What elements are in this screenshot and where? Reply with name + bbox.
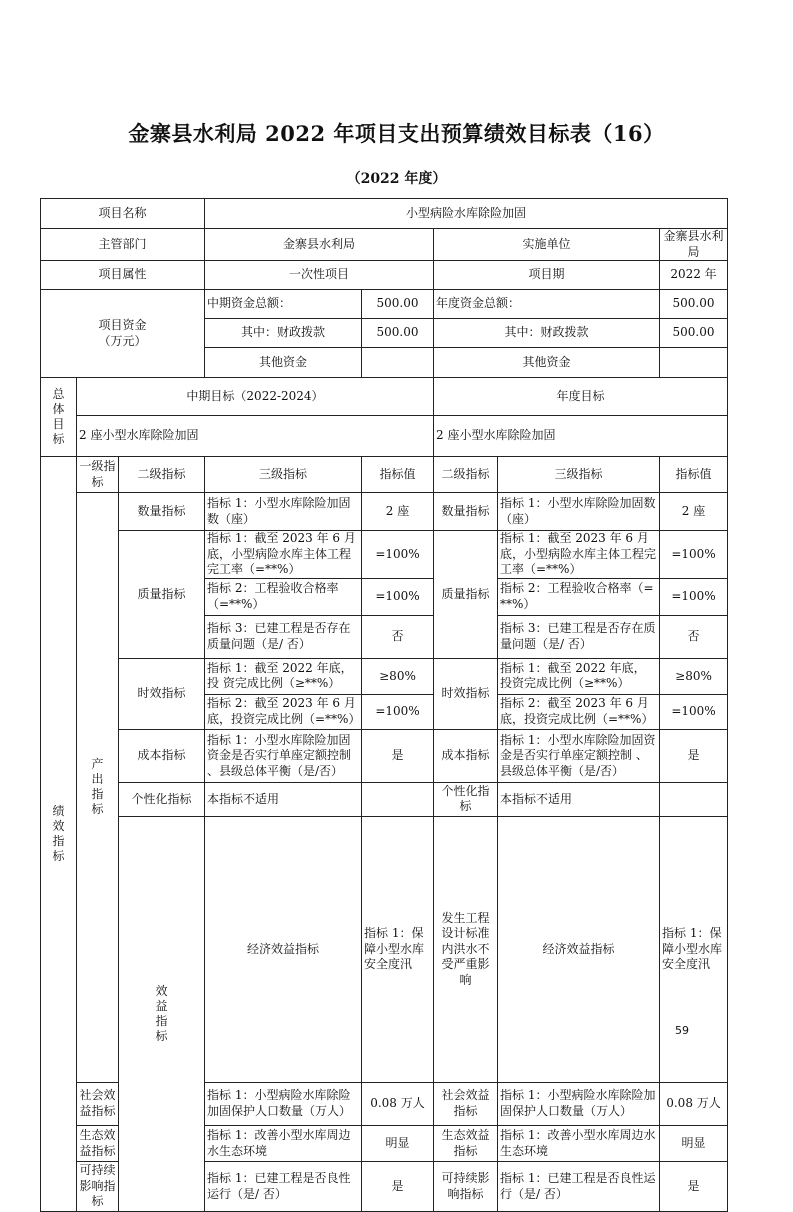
qty-1-mid-value: 2 座 xyxy=(362,493,434,531)
social-1-year-value: 0.08 万人 xyxy=(660,1083,728,1126)
period-label: 项目期 xyxy=(434,261,660,290)
table-row xyxy=(41,199,728,229)
mid-goal-text: 2 座小型水库除险加固 xyxy=(77,416,434,457)
table-row xyxy=(41,658,728,694)
cost-1-mid: 指标 1：小型水库除险加固资金是否实行单座定额控制 、县级总体平衡（是/否） xyxy=(205,729,362,782)
time-2-mid-value: =100% xyxy=(362,694,434,729)
page-title: 金寨县水利局 2022 年项目支出预算绩效目标表（16） xyxy=(128,121,665,146)
econ-label-year: 经济效益指标 xyxy=(498,816,660,1082)
cost-1-mid-value: 是 xyxy=(362,729,434,782)
sustain-1-year: 指标 1：已建工程是否良性运行（是/ 否） xyxy=(498,1162,660,1212)
attr-value: 一次性项目 xyxy=(205,261,434,290)
quality-1-mid-value: =100% xyxy=(362,531,434,579)
header-level2-mid: 二级指标 xyxy=(119,457,205,493)
table-row xyxy=(41,493,728,531)
funds-label: 项目资金（万元） xyxy=(41,290,205,378)
sustain-1-mid: 指标 1：已建工程是否良性运行（是/ 否） xyxy=(205,1162,362,1212)
eco-1-year: 指标 1：改善小型水库周边水生态环境 xyxy=(498,1126,660,1162)
project-name-label: 项目名称 xyxy=(41,199,205,229)
table-row xyxy=(41,416,728,457)
effect-indicators-label: 效益指标 xyxy=(119,816,205,1211)
sustain-label-year: 可持续影响指标 xyxy=(434,1162,498,1212)
cost-1-year: 指标 1：小型水库除险加固资金是否实行单座定额控制 、县级总体平衡（是/否） xyxy=(498,729,660,782)
quality-2-year-value: =100% xyxy=(660,578,728,615)
page-subtitle: （2022 年度） xyxy=(346,171,447,187)
eco-1-year-value: 明显 xyxy=(660,1126,728,1162)
quality-1-year: 指标 1：截至 2023 年 6 月底，小型病险水库主体工程完工率（=**%） xyxy=(498,531,660,579)
dept-label: 主管部门 xyxy=(41,229,205,261)
qty-label-year: 数量指标 xyxy=(434,493,498,531)
time-1-year: 指标 1：截至 2022 年底，投资完成比例（≥**%） xyxy=(498,658,660,694)
sustain-1-mid-value: 是 xyxy=(362,1162,434,1212)
mid-total-label: 中期资金总额： xyxy=(205,290,362,319)
table-row xyxy=(41,531,728,579)
year-fiscal-value: 500.00 xyxy=(660,319,728,348)
table-row xyxy=(41,290,728,319)
table-row xyxy=(41,378,728,416)
econ-1-mid: 指标 1：保障小型水库安全度汛 xyxy=(362,816,434,1082)
impl-label: 实施单位 xyxy=(434,229,660,261)
econ-label-mid: 经济效益指标 xyxy=(205,816,362,1082)
time-2-year: 指标 2：截至 2023 年 6 月底，投资完成比例（=**%） xyxy=(498,694,660,729)
econ-1-year: 指标 1：保障小型水库安全度汛 xyxy=(660,816,728,1082)
year-total-label: 年度资金总额： xyxy=(434,290,660,319)
year-total-value: 500.00 xyxy=(660,290,728,319)
page-number: 59 xyxy=(675,1024,689,1037)
mid-other-value xyxy=(362,348,434,378)
mid-fiscal-label: 其中：财政拨款 xyxy=(205,319,362,348)
social-1-mid-value: 0.08 万人 xyxy=(362,1083,434,1126)
cost-label-year: 成本指标 xyxy=(434,729,498,782)
qty-label-mid: 数量指标 xyxy=(119,493,205,531)
personal-label-year: 个性化指标 xyxy=(434,782,498,816)
goals-label: 总体目标 xyxy=(41,378,77,457)
table-row xyxy=(41,457,728,493)
social-label-year: 社会效益指标 xyxy=(434,1083,498,1126)
time-1-mid-value: ≥80% xyxy=(362,658,434,694)
social-label-mid: 社会效益指标 xyxy=(77,1083,119,1126)
year-goal-text: 2 座小型水库除险加固 xyxy=(434,416,728,457)
table-row xyxy=(41,816,728,1082)
period-value: 2022 年 xyxy=(660,261,728,290)
quality-3-year-value: 否 xyxy=(660,615,728,658)
time-1-year-value: ≥80% xyxy=(660,658,728,694)
mid-other-label: 其他资金 xyxy=(205,348,362,378)
quality-3-year: 指标 3：已建工程是否存在质量问题（是/ 否） xyxy=(498,615,660,658)
quality-label-year: 质量指标 xyxy=(434,531,498,659)
quality-1-year-value: =100% xyxy=(660,531,728,579)
performance-table xyxy=(40,198,728,1212)
year-other-label: 其他资金 xyxy=(434,348,660,378)
personal-label-mid: 个性化指标 xyxy=(119,782,205,816)
year-goal-header: 年度目标 xyxy=(434,378,728,416)
eco-1-mid-value: 明显 xyxy=(362,1126,434,1162)
quality-2-year: 指标 2：工程验收合格率（=**%） xyxy=(498,578,660,615)
personal-mid-value xyxy=(362,782,434,816)
time-2-year-value: =100% xyxy=(660,694,728,729)
qty-1-year: 指标 1：小型水库除险加固数（座） xyxy=(498,493,660,531)
social-1-year: 指标 1：小型病险水库除险加固保护人口数量（万人） xyxy=(498,1083,660,1126)
time-2-mid: 指标 2：截至 2023 年 6 月底，投资完成比例（=**%） xyxy=(205,694,362,729)
header-value-mid: 指标值 xyxy=(362,457,434,493)
personal-year: 本指标不适用 xyxy=(498,782,660,816)
quality-3-mid-value: 否 xyxy=(362,615,434,658)
personal-year-value xyxy=(660,782,728,816)
qty-1-mid: 指标 1：小型水库除险加固数（座） xyxy=(205,493,362,531)
eco-label-year: 生态效益指标 xyxy=(434,1126,498,1162)
mid-total-value: 500.00 xyxy=(362,290,434,319)
quality-3-mid: 指标 3：已建工程是否存在质量问题（是/ 否） xyxy=(205,615,362,658)
year-fiscal-label: 其中：财政拨款 xyxy=(434,319,660,348)
personal-mid: 本指标不适用 xyxy=(205,782,362,816)
table-row xyxy=(41,782,728,816)
attr-label: 项目属性 xyxy=(41,261,205,290)
output-indicators-label: 产出指标 xyxy=(77,493,119,1083)
quality-label-mid: 质量指标 xyxy=(119,531,205,659)
quality-1-mid: 指标 1：截至 2023 年 6 月底，小型病险水库主体工程完工率（=**%） xyxy=(205,531,362,579)
table-row xyxy=(41,729,728,782)
cost-1-year-value: 是 xyxy=(660,729,728,782)
indicators-label: 绩效指标 xyxy=(41,457,77,1212)
quality-2-mid-value: =100% xyxy=(362,578,434,615)
dept-value: 金寨县水利局 xyxy=(205,229,434,261)
time-1-mid: 指标 1：截至 2022 年底，投 资完成比例（≥**%） xyxy=(205,658,362,694)
table-row xyxy=(41,229,728,261)
header-level2-year: 二级指标 xyxy=(434,457,498,493)
cost-label-mid: 成本指标 xyxy=(119,729,205,782)
time-label-mid: 时效指标 xyxy=(119,658,205,729)
year-other-value xyxy=(660,348,728,378)
header-level1: 一级指标 xyxy=(77,457,119,493)
mid-fiscal-value: 500.00 xyxy=(362,319,434,348)
header-level3-mid: 三级指标 xyxy=(205,457,362,493)
impl-value: 金寨县水利局 xyxy=(660,229,728,261)
header-value-year: 指标值 xyxy=(660,457,728,493)
sustain-1-year-value: 是 xyxy=(660,1162,728,1212)
qty-1-year-value: 2 座 xyxy=(660,493,728,531)
eco-1-mid: 指标 1：改善小型水库周边水生态环境 xyxy=(205,1126,362,1162)
social-1-mid: 指标 1：小型病险水库除险加固保护人口数量（万人） xyxy=(205,1083,362,1126)
table-row xyxy=(41,261,728,290)
quality-2-mid: 指标 2：工程验收合格率（=**%） xyxy=(205,578,362,615)
sustain-label-mid: 可持续影响指标 xyxy=(77,1162,119,1212)
econ-1-mid-value: 发生工程设计标准内洪水不受严重影响 xyxy=(434,816,498,1082)
project-name-value: 小型病险水库除险加固 xyxy=(205,199,728,229)
header-level3-year: 三级指标 xyxy=(498,457,660,493)
eco-label-mid: 生态效益指标 xyxy=(77,1126,119,1162)
time-label-year: 时效指标 xyxy=(434,658,498,729)
mid-goal-header: 中期目标（2022-2024） xyxy=(77,378,434,416)
